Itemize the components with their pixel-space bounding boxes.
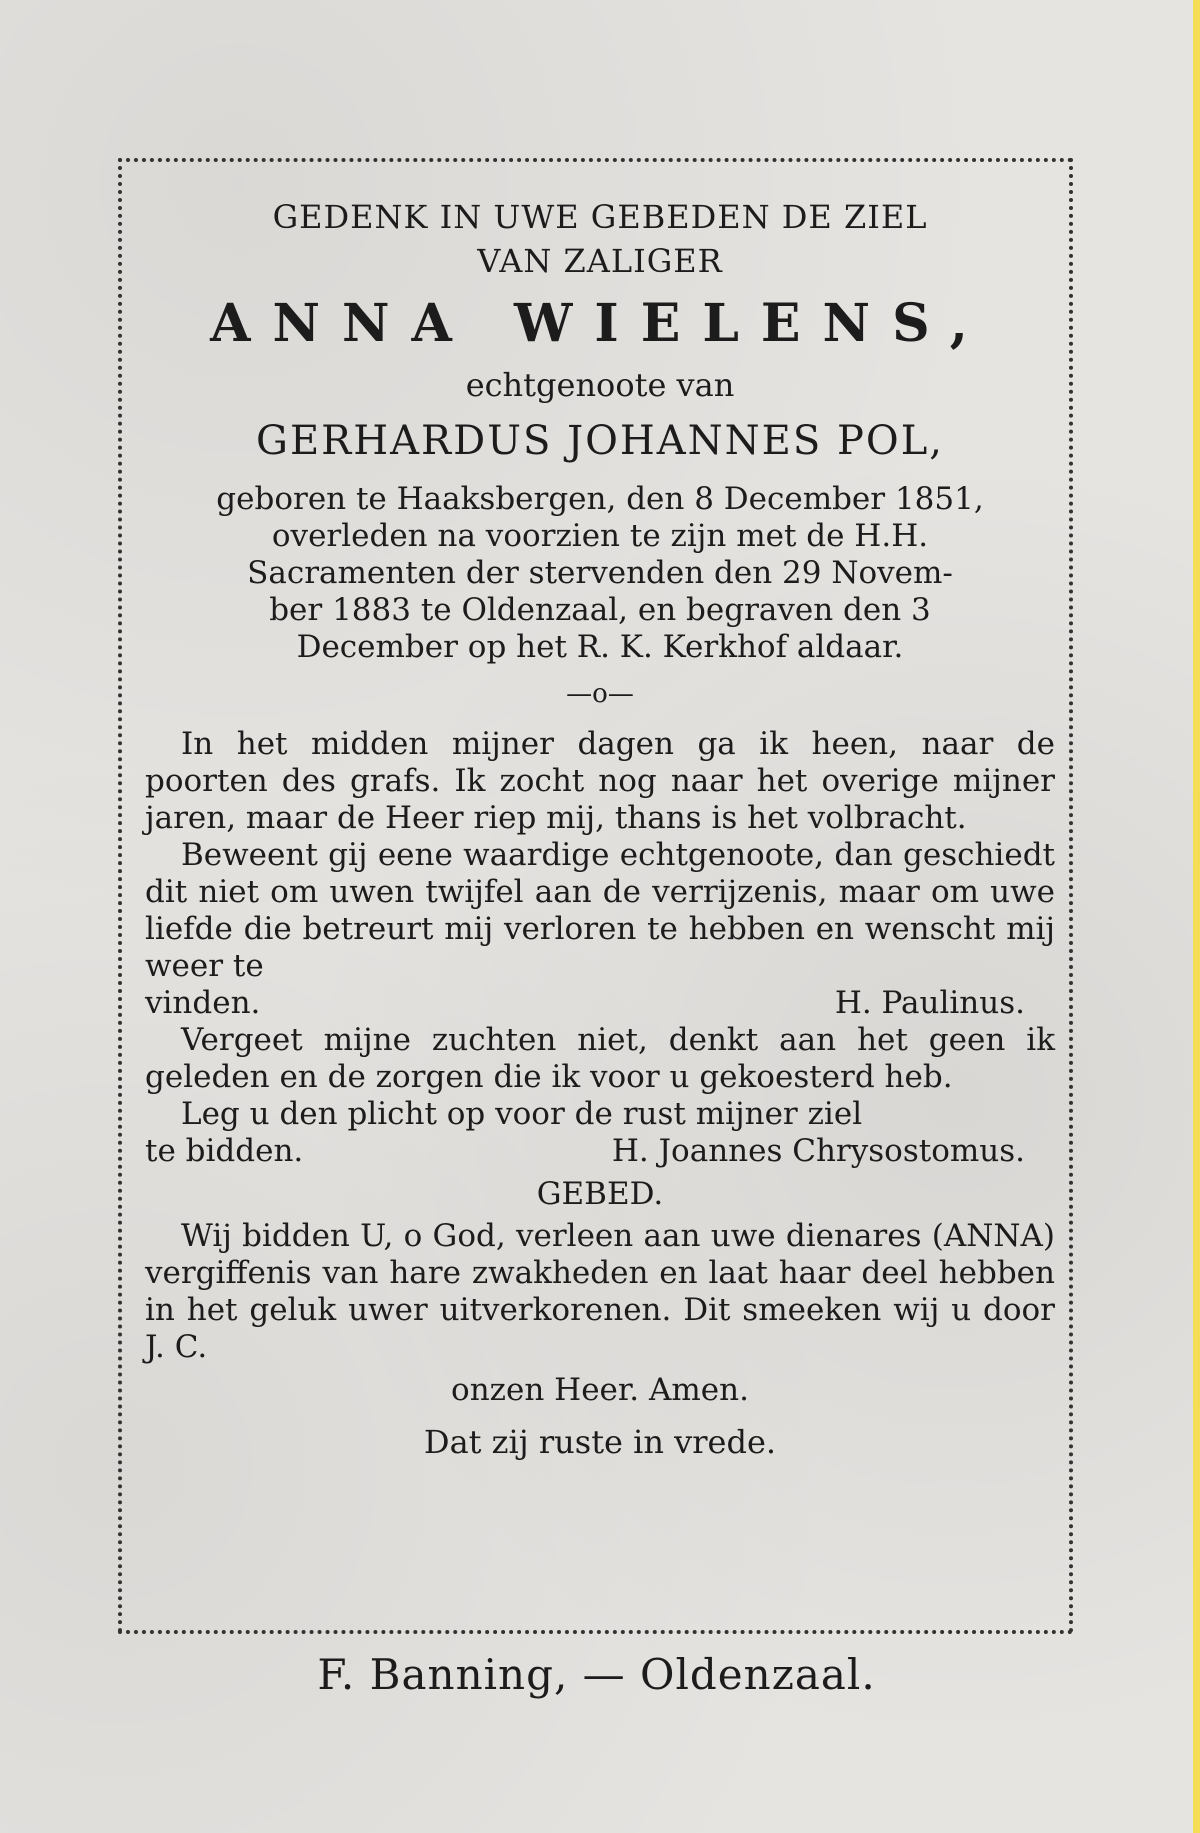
bio-line: ber 1883 te Oldenzaal, en begraven den 3 [269, 592, 931, 628]
printer-credit: F. Banning, — Oldenzaal. [317, 1650, 876, 1699]
quote-4-last: te bidden. [145, 1133, 304, 1169]
divider: —o— [566, 679, 634, 709]
closing-line: Dat zij ruste in vrede. [423, 1423, 777, 1461]
quote-3: Vergeet mijne zuchten niet, denkt aan het geen ik geleden en de zorgen die ik voor u gekoesterd heb. [145, 1022, 1055, 1095]
spouse-name: GERHARDUS JOHANNES POL, [256, 418, 944, 464]
bio-line: geboren te Haaksbergen, den 8 December 1851, [216, 481, 984, 517]
deceased-name: ANNA WIELENS, [210, 293, 990, 354]
quote-4: Leg u den plicht op voor de rust mijner ziel [181, 1096, 863, 1132]
bio-line: December op het R. K. Kerkhof aldaar. [296, 629, 904, 665]
prayer-text: Wij bidden U, o God, verleen aan uwe dienares (ANNA) vergiffenis van hare zwakheden en laat haar deel hebben in het geluk uwer uitverkorenen. Dit smeeken wij u door J. C. [145, 1218, 1055, 1365]
quote-2-end [145, 985, 1055, 1022]
heading-line-2: VAN ZALIGER [477, 242, 723, 280]
bio-line: Sacramenten der stervenden den 29 Novem- [247, 555, 953, 591]
card-edge [1193, 0, 1200, 1833]
heading-line-1: GEDENK IN UWE GEBEDEN DE ZIEL [272, 198, 928, 236]
quote-2-last: vinden. [145, 985, 261, 1021]
biography [145, 481, 1055, 666]
quote-4-attribution: H. Joannes Chrysostomus. [611, 1133, 1025, 1169]
card-content [145, 195, 1055, 1466]
quote-2-attribution: H. Paulinus. [834, 985, 1025, 1021]
prayer-last: onzen Heer. Amen. [451, 1372, 749, 1408]
quote-1: In het midden mijner dagen ga ik heen, naar de poorten des grafs. Ik zocht nog naar het overige mijner jaren, maar de Heer riep mij, thans is het volbracht. [145, 726, 1055, 836]
quote-2: Beweent gij eene waardige echtgenoote, dan geschiedt dit niet om uwen twijfel aan de verrijzenis, maar om uwe liefde die betreurt mij verloren te hebben en wenscht mij weer te [145, 837, 1055, 984]
quote-4-end [145, 1133, 1055, 1170]
bio-line: overleden na voorzien te zijn met de H.H. [271, 518, 929, 554]
prayer-heading: GEBED. [536, 1176, 664, 1212]
spouse-intro: echtgenoote van [465, 366, 735, 404]
